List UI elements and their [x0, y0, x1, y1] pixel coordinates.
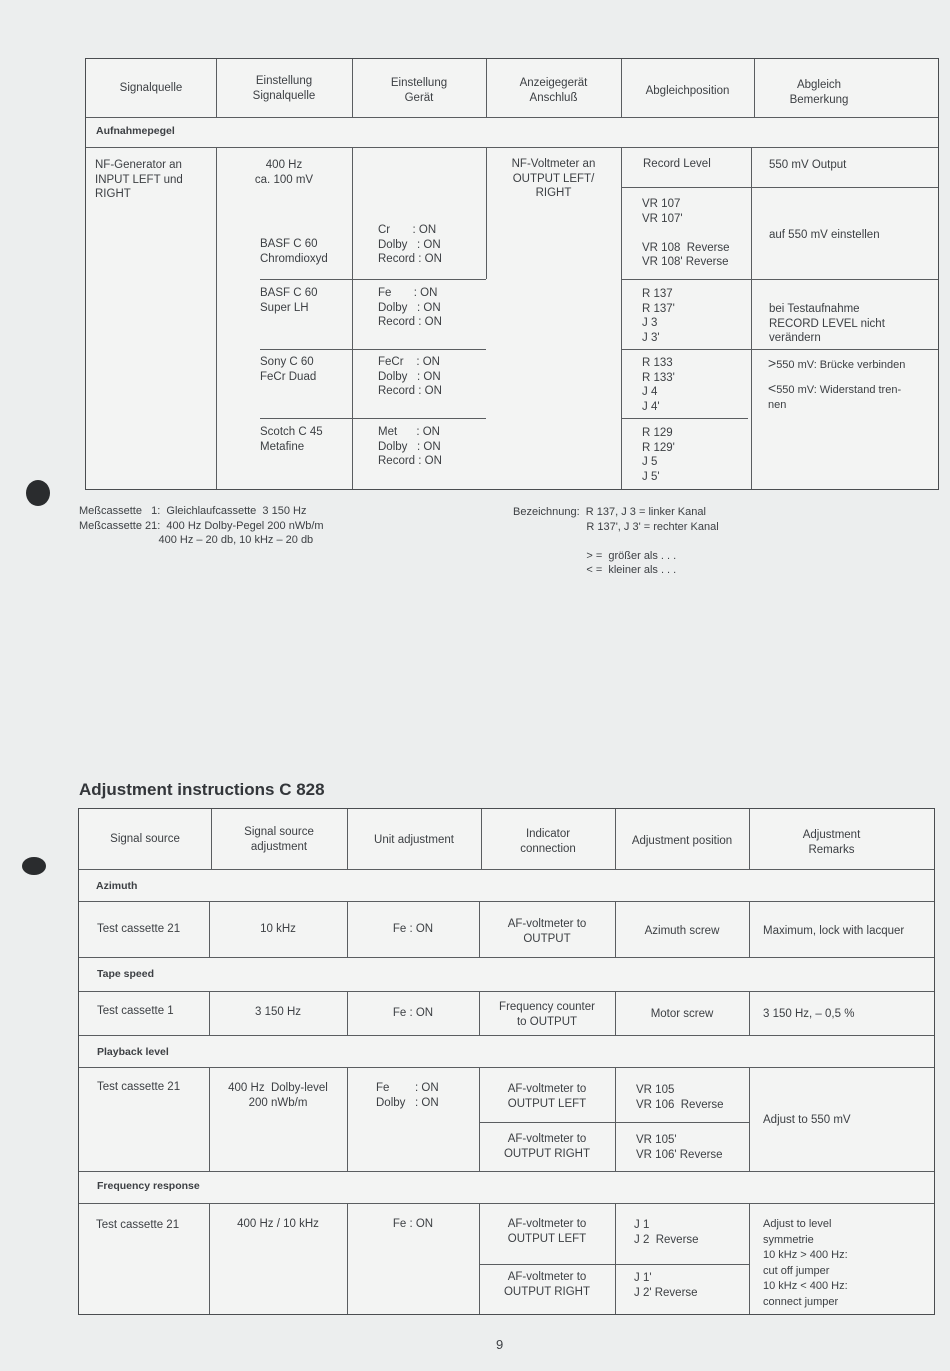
header-adjustment-remarks: Adjustment Remarks: [802, 829, 861, 856]
header-einstellung-geraet: Einstellung Gerät: [390, 77, 448, 104]
position-cell: R 129 R 129' J 5 J 5': [642, 427, 675, 483]
tape-cell: BASF C 60 Super LH: [260, 287, 318, 314]
unit-adjustment-cell: Fe : ON: [392, 1218, 434, 1230]
header-signalquelle: Signalquelle: [119, 82, 183, 94]
header-signal-source-adjustment: Signal source adjustment: [244, 826, 314, 853]
indicator-right-cell: AF-voltmeter to OUTPUT RIGHT: [503, 1133, 591, 1160]
position-cell: VR 107 VR 107' VR 108 Reverse VR 108' Reverse: [642, 198, 730, 268]
source-adjustment-cell: 10 kHz: [260, 923, 296, 935]
notes-measurement-cassettes: Meßcassette 1: Gleichlaufcassette 3 150 Hz Meßcassette 21: 400 Hz Dolby-Pegel 200 nWb/m 400 Hz – 20 db, 10 kHz – 20 db: [79, 505, 324, 546]
source-adjustment-cell: 400 Hz Dolby-level 200 nWb/m: [228, 1082, 328, 1109]
page-title: Adjustment instructions C 828: [79, 780, 325, 799]
header-adjustment-position: Adjustment position: [631, 835, 733, 847]
signal-source-cell: Test cassette 21: [97, 923, 181, 935]
unit-adjustment-cell: Fe : ON Dolby : ON: [376, 1082, 439, 1109]
source-adjustment-cell: 400 Hz / 10 kHz: [237, 1218, 319, 1230]
indicator-cell: NF-Voltmeter an OUTPUT LEFT/ RIGHT: [511, 158, 596, 199]
section-playback-level: Playback level: [97, 1046, 169, 1058]
unit-setting-cell: FeCr : ON Dolby : ON Record : ON: [378, 356, 442, 397]
header-abgleich-bemerkung: Abgleich Bemerkung: [789, 79, 849, 106]
position-cell: R 137 R 137' J 3 J 3': [642, 288, 675, 344]
remark-cell: Adjust to 550 mV: [763, 1114, 851, 1126]
header-signal-source: Signal source: [110, 833, 180, 845]
header-unit-adjustment: Unit adjustment: [374, 834, 454, 846]
table-aufnahmepegel: [85, 58, 939, 490]
header-anzeigegeraet: Anzeigegerät Anschluß: [519, 77, 588, 104]
section-tape-speed: Tape speed: [97, 968, 154, 980]
unit-setting-cell: Met : ON Dolby : ON Record : ON: [378, 426, 442, 467]
punch-hole-icon: [22, 857, 46, 875]
source-adjustment-cell: 3 150 Hz: [254, 1006, 302, 1018]
indicator-right-cell: AF-voltmeter to OUTPUT RIGHT: [503, 1271, 591, 1298]
signal-source-cell: NF-Generator an INPUT LEFT und RIGHT: [95, 159, 183, 200]
signal-source-cell: Test cassette 1: [97, 1005, 174, 1017]
signal-source-cell: Test cassette 21: [96, 1219, 180, 1231]
punch-hole-icon: [26, 480, 50, 506]
section-frequency-response: Frequency response: [97, 1180, 200, 1192]
remark-cell: bei Testaufnahme RECORD LEVEL nicht verändern: [769, 303, 885, 344]
section-aufnahmepegel: Aufnahmepegel: [96, 125, 175, 137]
page-number: 9: [496, 1337, 504, 1352]
tape-cell: BASF C 60 Chromdioxyd: [260, 238, 328, 265]
indicator-cell: Frequency counter to OUTPUT: [499, 1001, 595, 1028]
unit-adjustment-cell: Fe : ON: [392, 1007, 434, 1019]
position-right-cell: J 1' J 2' Reverse: [634, 1272, 698, 1299]
remark-cell: 3 150 Hz, – 0,5 %: [763, 1008, 855, 1020]
indicator-left-cell: AF-voltmeter to OUTPUT LEFT: [507, 1083, 587, 1110]
position-left-cell: J 1 J 2 Reverse: [634, 1219, 699, 1246]
remark-less: <550 mV: Widerstand tren- nen: [768, 380, 902, 411]
section-azimuth: Azimuth: [96, 880, 138, 892]
header-einstellung-signalquelle: Einstellung Signalquelle: [252, 75, 316, 102]
remark-cell: Maximum, lock with lacquer: [763, 925, 905, 937]
position-left-cell: VR 105 VR 106 Reverse: [636, 1084, 724, 1111]
position-cell: Azimuth screw: [644, 925, 720, 937]
remark-cell: auf 550 mV einstellen: [769, 229, 880, 241]
remark-cell: Adjust to level symmetrie 10 kHz > 400 Hz: cut off jumper 10 kHz < 400 Hz: connect jumper: [763, 1218, 848, 1308]
table-adjustment: [78, 808, 935, 1315]
tape-cell: Sony C 60 FeCr Duad: [260, 356, 317, 383]
header-indicator-connection: Indicator connection: [520, 828, 576, 855]
remark-greater: >550 mV: Brücke verbinden: [768, 355, 906, 371]
signal-source-cell: Test cassette 21: [97, 1081, 181, 1093]
position-cell: R 133 R 133' J 4 J 4': [642, 357, 675, 413]
indicator-cell: AF-voltmeter to OUTPUT: [507, 918, 587, 945]
position-right-cell: VR 105' VR 106' Reverse: [636, 1134, 723, 1161]
unit-adjustment-cell: Fe : ON: [392, 923, 434, 935]
source-setting-cell: 400 Hz ca. 100 mV: [254, 159, 314, 186]
notes-designation: Bezeichnung: R 137, J 3 = linker Kanal R 137', J 3' = rechter Kanal > = größer als . . . < = kleiner als . . .: [513, 506, 719, 576]
record-level-remark: 550 mV Output: [769, 159, 847, 171]
header-abgleichposition: Abgleichposition: [645, 85, 730, 97]
position-cell: Motor screw: [650, 1008, 714, 1020]
tape-cell: Scotch C 45 Metafine: [260, 426, 323, 453]
indicator-left-cell: AF-voltmeter to OUTPUT LEFT: [507, 1218, 587, 1245]
unit-setting-cell: Fe : ON Dolby : ON Record : ON: [378, 287, 442, 328]
record-level-position: Record Level: [643, 158, 711, 170]
unit-setting-cell: Cr : ON Dolby : ON Record : ON: [378, 224, 442, 265]
